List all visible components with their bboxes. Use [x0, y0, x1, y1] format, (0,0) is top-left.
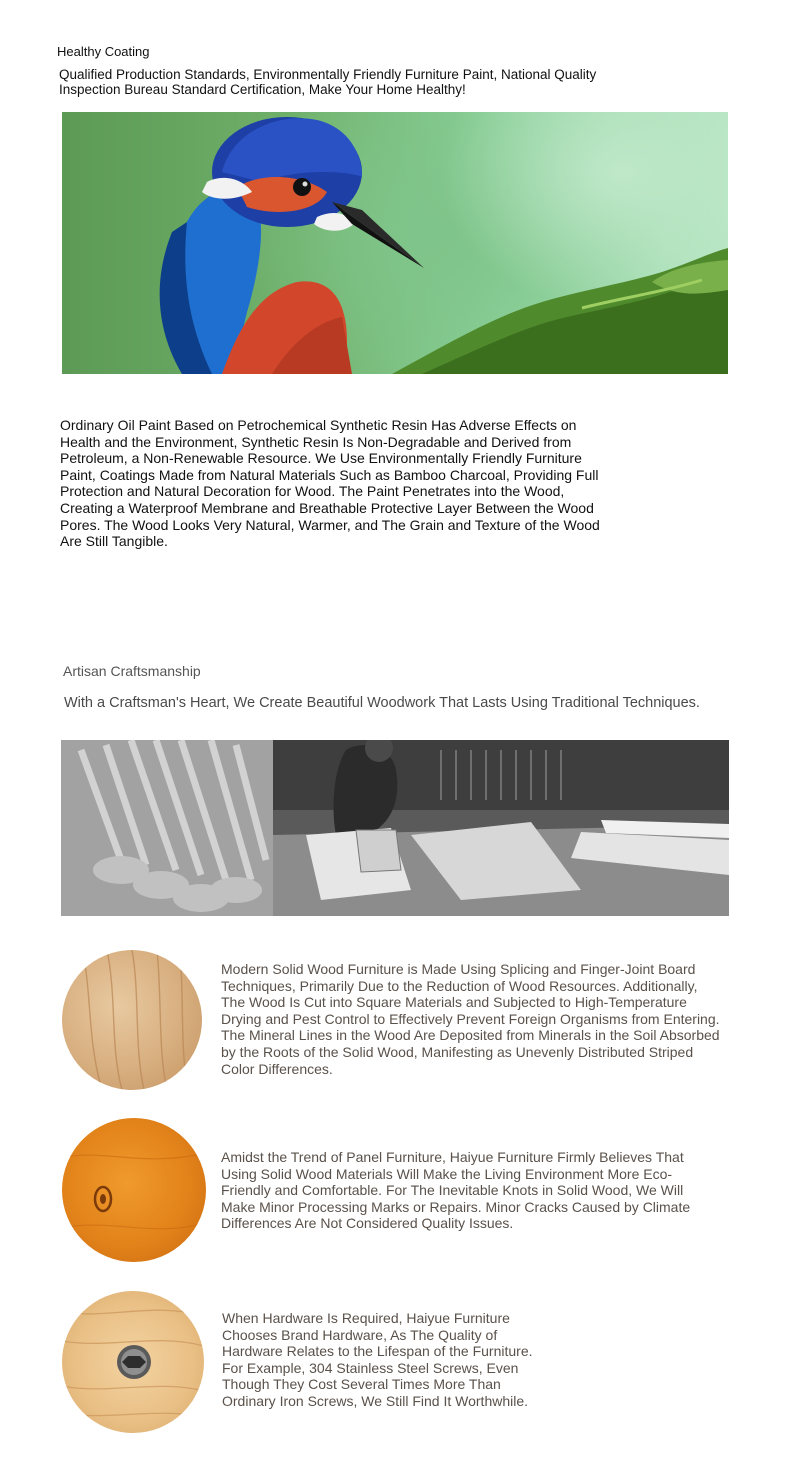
item-1-text: Modern Solid Wood Furniture is Made Using Splicing and Finger-Joint Board Techniques, Primarily Due to the Reduction of Wood Resources. Additionally, The Wood Is Cut into Square Materials and Subjected to High-Temperature Drying and Pest Control to Effectively Prevent Foreign Organisms from Entering. The Mineral Lines in the Wood Are Deposited from Minerals in the Soil Absorbed by the Roots of the Solid Wood, Manifesting as Unevenly Distributed Striped Color Differences. — [221, 961, 720, 1077]
wood-grain-icon — [62, 950, 202, 1090]
healthy-title: Healthy Coating — [57, 44, 150, 59]
item-3-text: When Hardware Is Required, Haiyue Furniture Chooses Brand Hardware, As The Quality of Hardware Relates to the Lifespan of the Furniture. For Example, 304 Stainless Steel Screws, Even Though They Cost Several Times More Than Ordinary Iron Screws, We Still Find It Worthwhile. — [222, 1310, 533, 1409]
screw-icon — [62, 1291, 204, 1433]
light-wood-disc — [62, 950, 202, 1090]
wood-knot-icon — [62, 1118, 206, 1262]
kingfisher-illustration — [62, 112, 728, 374]
kingfisher-photo — [62, 112, 728, 374]
artisan-title: Artisan Craftsmanship — [63, 663, 201, 679]
workshop-illustration — [61, 740, 729, 916]
orange-wood-disc — [62, 1118, 206, 1262]
artisan-subtitle: With a Craftsman's Heart, We Create Beautiful Woodwork That Lasts Using Traditional Techniques. — [64, 695, 700, 711]
healthy-paragraph: Ordinary Oil Paint Based on Petrochemical Synthetic Resin Has Adverse Effects on Health and the Environment, Synthetic Resin Is Non-Degradable and Derived from Petroleum, a Non-Renewable Resource. We Use Environmentally Friendly Furniture Paint, Coatings Made from Natural Materials Such as Bamboo Charcoal, Providing Full Protection and Natural Decoration for Wood. The Paint Penetrates into the Wood, Creating a Waterproof Membrane and Breathable Protective Layer Between the Wood Pores. The Wood Looks Very Natural, Warmer, and The Grain and Texture of the Wood Are Still Tangible. — [60, 417, 600, 550]
healthy-subtitle: Qualified Production Standards, Environmentally Friendly Furniture Paint, National Quality Inspection Bureau Standard Certification, Make Your Home Healthy! — [59, 67, 597, 97]
workshop-photo — [61, 740, 729, 916]
item-2-text: Amidst the Trend of Panel Furniture, Haiyue Furniture Firmly Believes That Using Solid Wood Materials Will Make the Living Environment More Eco-Friendly and Comfortable. For The Inevitable Knots in Solid Wood, We Will Make Minor Processing Marks or Repairs. Minor Cracks Caused by Climate Differences Are Not Considered Quality Issues. — [221, 1149, 691, 1232]
screw-wood-disc — [62, 1291, 204, 1433]
